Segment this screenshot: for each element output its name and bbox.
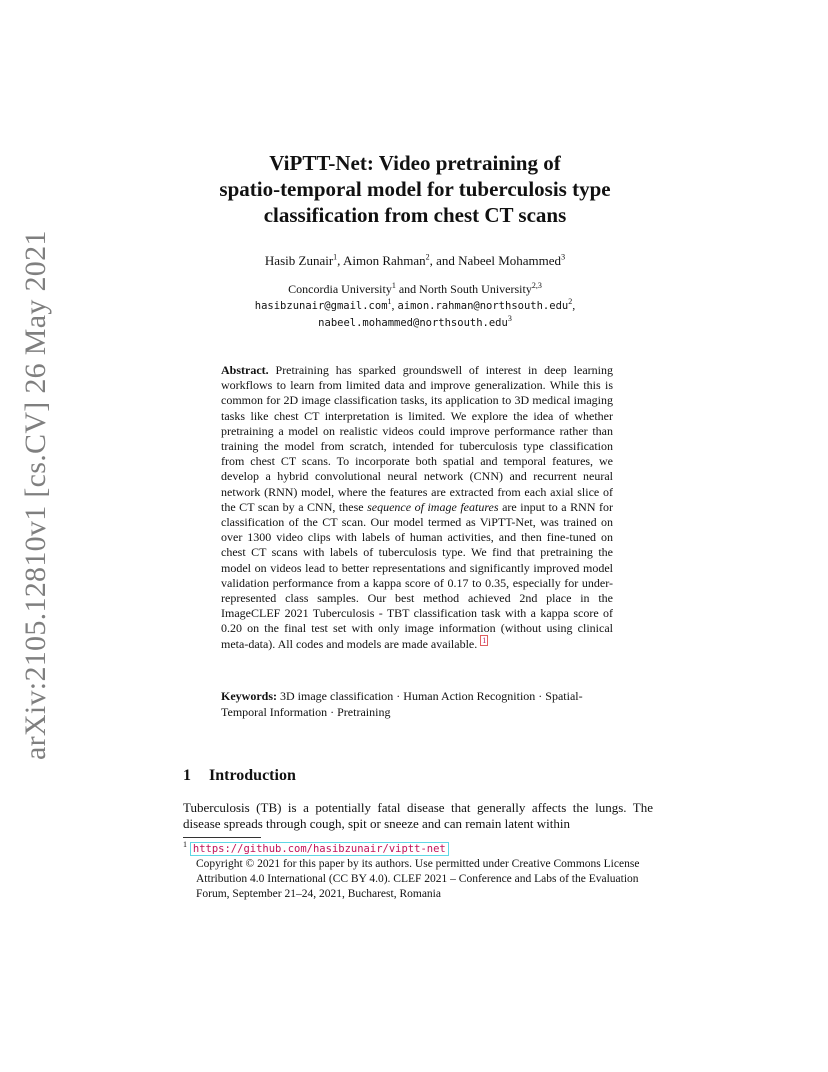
email-mark: 2	[568, 297, 573, 306]
section-number: 1	[183, 767, 191, 784]
email-link[interactable]: aimon.rahman@northsouth.edu	[397, 300, 569, 312]
author-affil-mark: 3	[561, 252, 566, 262]
title-line-3: classification from chest CT scans	[263, 203, 567, 227]
abstract-text: Pretraining has sparked groundswell of interest in deep learning workflows to learn from limited data and improve generalization. While this is common for 2D image classification tasks, its application to 3D medical imaging tasks like chest CT interpretation is limited. We explore the idea of whether pretraining a model on realistic videos could improve performance rather than training the model from scratch, intended for tuberculosis type classification from chest CT scans. To incorporate both spatial and temporal features, we develop a hybrid convolutional neural network (CNN) and recurrent neural network (RNN) model, where the features are extracted from each axial slice of the CT scan by a CNN, these	[221, 363, 613, 514]
title-line-2: spatio-temporal model for tuberculosis type	[219, 177, 611, 201]
abstract-text: are input to a RNN for classification of the CT scan. Our model termed as ViPTT-Net, was trained on over 1300 video clips with labels of human activities, and then fine-tuned on chest CT scans with labels of tuberculosis type. We find that pretraining the model on videos lead to better representations and significantly improved model validation performance from a kappa score of 0.17 to 0.35, especially for under-represented class samples. Our best method achieved 2nd place in the ImageCLEF 2021 Tuberculosis - TBT classification task with a kappa score of 0.20 on the final test set with only image information (without using clinical meta-data). All codes and models are made available.	[221, 499, 614, 651]
author-name: Aimon Rahman	[342, 253, 426, 268]
keywords	[221, 689, 626, 720]
abstract	[221, 363, 613, 652]
author-affil-mark: 2	[425, 252, 430, 262]
footnote-divider	[183, 837, 261, 838]
section-heading	[183, 767, 296, 785]
affiliation-nsu: and North South University	[395, 282, 532, 296]
affiliation-line	[180, 281, 650, 297]
author-list	[180, 253, 650, 269]
affil-mark: 1	[391, 281, 396, 290]
copyright-notice: Copyright © 2021 for this paper by its authors. Use permitted under Creative Commons License Attribution 4.0 International (CC BY 4.0). CLEF 2021 – Conference and Labs of the Evaluation Forum, September 21–24, 2021, Bucharest, Romania	[196, 858, 640, 900]
author-name: Hasib Zunair	[264, 253, 334, 268]
author-separator: ,	[337, 253, 343, 268]
email-line	[180, 314, 650, 331]
github-link[interactable]: https://github.com/hasibzunair/viptt-net	[190, 842, 449, 856]
abstract-label: Abstract.	[221, 363, 269, 377]
arxiv-identifier-stamp: arXiv:2105.12810v1 [cs.CV] 26 May 2021	[19, 230, 52, 760]
email-mark: 1	[387, 297, 392, 306]
footnote-1	[183, 842, 653, 857]
keywords-label: Keywords:	[221, 689, 277, 703]
affiliation-concordia: Concordia University	[288, 282, 392, 296]
affil-mark: 2,3	[531, 281, 542, 290]
email-link[interactable]: hasibzunair@gmail.com	[254, 300, 388, 312]
author-name: Nabeel Mohammed	[458, 253, 562, 268]
abstract-emphasis: sequence of image features	[367, 499, 499, 514]
title-line-1: ViPTT-Net: Video pretraining of	[269, 151, 561, 175]
intro-paragraph: Tuberculosis (TB) is a potentially fatal disease that generally affects the lungs. The disease spreads through cough, spit or sneeze and can remain latent within	[183, 800, 653, 832]
section-title: Introduction	[209, 767, 296, 784]
footnotes	[183, 842, 653, 902]
author-affil-mark: 1	[333, 252, 338, 262]
keywords-text: 3D image classification · Human Action Recognition · Spatial-Temporal Information · Pretraining	[221, 689, 583, 719]
email-mark: 3	[507, 314, 512, 323]
footnote-link[interactable]: 1	[482, 635, 487, 645]
email-link[interactable]: nabeel.mohammed@northsouth.edu	[318, 317, 508, 329]
email-line: hasibzunair@gmail.com$^1$, aimon.rahman@northsouth.edu$^2$,	[254, 297, 576, 312]
affiliations	[180, 281, 650, 331]
paper-title	[180, 150, 650, 228]
footnote-mark: 1	[183, 840, 187, 850]
author-separator: , and	[429, 253, 459, 268]
